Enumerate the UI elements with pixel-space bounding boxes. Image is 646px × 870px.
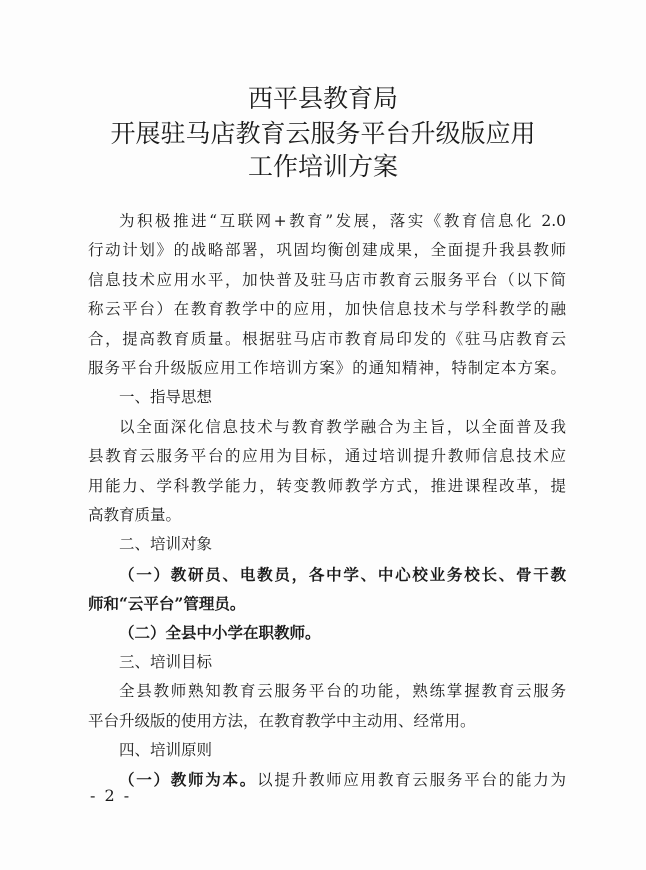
intro-line: 称云平台）在教育教学中的应用，加快信息技术与学科教学的融 [88,300,566,319]
section-1-line: 用能力、学科教学能力，转变教师教学方式，推进课程改革，提 [88,476,566,495]
intro-line: 信息技术应用水平，加快普及驻马店市教育云服务平台（以下简 [88,270,566,289]
section-3-line: 平台升级版的使用方法，在教育教学中主动用、经常用。 [88,711,476,730]
section-heading-training-targets: 二、培训对象 [119,535,213,554]
section-4-item-1-text: 以提升教师应用教育云服务平台的能力为 [257,771,566,790]
document-body [88,207,566,795]
document-title-line-1: 西平县教育局 [247,84,398,113]
section-4-item-1-line [88,765,566,794]
section-4-item-1-label: （一）教师为本。 [119,770,258,790]
section-heading-guiding-ideology: 一、指导思想 [119,388,213,407]
section-2-item-2: （二）全县中小学在职教师。 [119,623,321,643]
section-1-line: 以全面深化信息技术与教育教学融合为主旨，以全面普及我 [119,417,566,436]
section-heading-training-goals: 三、培训目标 [119,652,213,671]
page-number: - 2 - [90,786,132,805]
section-2-item-1-line: （一）教研员、电教员，各中学、中心校业务校长、骨干教 [119,564,566,584]
section-2-item-1-line: 师和“云平台”管理员。 [88,594,246,614]
section-1-line: 县教育云服务平台的应用为目标，通过培训提升教师信息技术应 [88,447,566,466]
section-heading-training-principles: 四、培训原则 [119,741,213,760]
intro-line: 服务平台升级版应用工作培训方案》的通知精神，特制定本方案。 [88,358,566,377]
intro-line: 为积极推进“互联网+教育”发展，落实《教育信息化 2.0 [119,212,566,230]
section-1-line: 高教育质量。 [88,505,182,524]
document-title-line-3: 工作培训方案 [247,152,398,181]
intro-line: 合，提高教育质量。根据驻马店市教育局印发的《驻马店教育云 [88,329,566,348]
intro-line: 行动计划》的战略部署，巩固均衡创建成果，全面提升我县教师 [88,241,566,260]
document-title-line-2: 开展驻马店教育云服务平台升级版应用 [110,119,536,148]
section-3-line: 全县教师熟知教育云服务平台的功能，熟练掌握教育云服务 [119,682,566,701]
